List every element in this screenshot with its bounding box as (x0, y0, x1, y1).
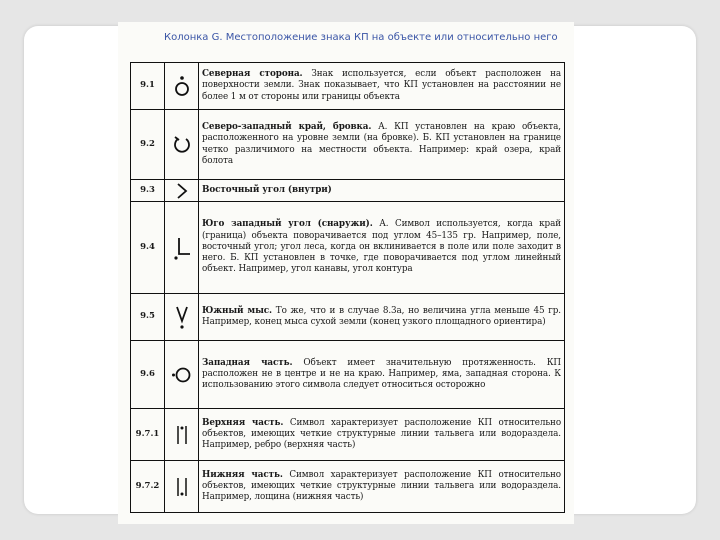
row-text: Объект имеет значительную протяженность. КП расположен не в центре и не на краю. Например, яма, западная сторона. К использованию этого символа следует относиться осторожно (202, 357, 561, 391)
row-description (199, 409, 565, 461)
row-number: 9.4 (131, 202, 165, 294)
table-row (131, 409, 565, 461)
row-title: Восточный угол (внутри) (202, 184, 332, 195)
row-number: 9.5 (131, 294, 165, 341)
row-description (199, 63, 565, 110)
table-row (131, 341, 565, 409)
table-row (131, 63, 565, 110)
corner-angle-icon (171, 235, 193, 261)
row-number: 9.1 (131, 63, 165, 110)
row-description (199, 110, 565, 180)
table-row (131, 294, 565, 341)
row-description (199, 461, 565, 513)
row-description (199, 180, 565, 202)
row-title: Южный мыс. (202, 305, 273, 316)
row-title: Западная часть. (202, 357, 293, 368)
row-text: То же, что и в случае 8.3а, но величина угла меньше 45 гр. Например, конец мыса сухой земли (конец узкого площадного ориентира) (202, 305, 561, 327)
table-row (131, 461, 565, 513)
row-title: Северо-западный край, бровка. (202, 122, 372, 133)
row-description (199, 202, 565, 294)
symbol-table (130, 62, 565, 513)
bottom-part-icon (173, 474, 191, 500)
chevron-right-icon (173, 182, 191, 200)
scanned-document (118, 22, 574, 524)
row-text: Символ характеризует расположение КП относительно объектов, имеющих четкие структурные линии тальвега или водораздела. Например, лощина (нижняя часть) (202, 469, 561, 503)
table-row (131, 180, 565, 202)
open-circle-arrow-icon (171, 134, 193, 156)
row-title: Нижняя часть. (202, 469, 283, 480)
row-title: Северная сторона. (202, 69, 303, 80)
circle-dot-left-icon (171, 364, 193, 386)
row-number: 9.3 (131, 180, 165, 202)
document-caption: Колонка G. Местоположение знака КП на объекте или относительно него (164, 32, 558, 43)
row-description (199, 294, 565, 341)
row-number: 9.7.2 (131, 461, 165, 513)
row-number: 9.7.1 (131, 409, 165, 461)
row-text: Символ характеризует расположение КП относительно объектов, имеющих четкие структурные линии тальвега или водораздела. Например, ребро (верхняя часть) (202, 417, 562, 451)
row-title: Верхняя часть. (202, 417, 284, 428)
v-dot-icon (173, 304, 191, 330)
row-text: А. Символ используется, когда край (граница) объекта поворачивается под углом 45–135 гр. Например, поле, восточный угол; угол леса, когда он вклинивается в поле или поле заходит в него. Б. КП установлен в точке, где поворачивается под углом линейный объект. Например, угол канавы, угол контура (202, 219, 561, 275)
table-row (131, 202, 565, 294)
row-text: Знак используется, если объект расположен на поверхности земли. Знак показывает, что КП установлен на расстоянии не более 1 м от стороны или границы объекта (202, 69, 562, 102)
table-row (131, 110, 565, 180)
top-part-icon (173, 422, 191, 448)
row-description (199, 341, 565, 409)
circle-dot-top-icon (171, 74, 193, 98)
row-title: Юго западный угол (снаружи). (202, 219, 373, 230)
row-number: 9.6 (131, 341, 165, 409)
row-number: 9.2 (131, 110, 165, 180)
row-text: А. КП установлен на краю объекта, расположенного на уровне земли (на бровке). Б. КП установлен на границе четко различимого на местности объекта. Например: край озера, край болота (202, 122, 561, 166)
